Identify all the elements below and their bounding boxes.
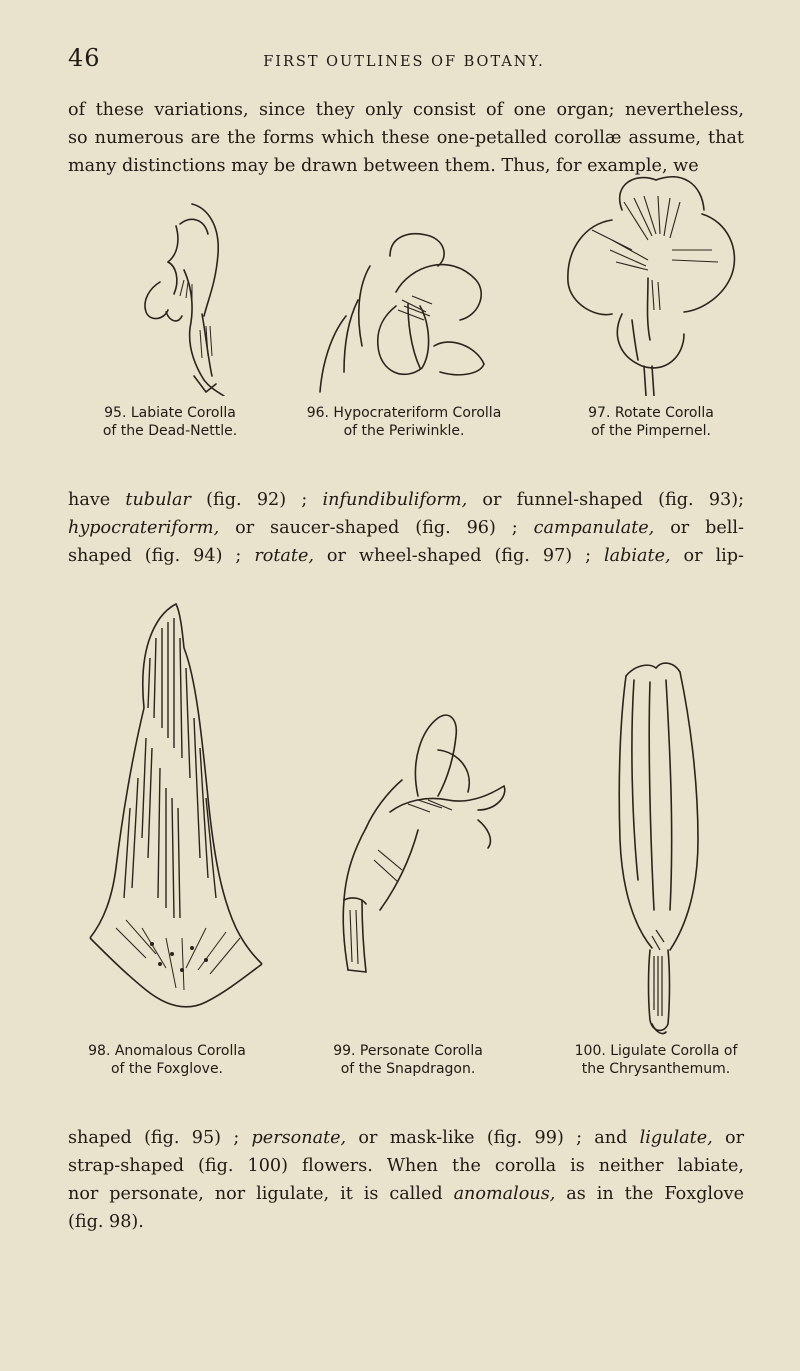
personate-corolla-illustration [318, 700, 528, 980]
text-line: so numerous are the forms which these one-petalled corollæ assume, that [68, 128, 744, 148]
figure-98-anomalous-corolla [86, 598, 264, 1018]
text-line: of these variations, since they only consist of one organ; nevertheless, [68, 100, 744, 120]
caption-line: of the Dead-Nettle. [102, 423, 238, 439]
text-line [68, 486, 744, 514]
text-span: or funnel-shaped (fig. 93); [467, 490, 745, 510]
text-span: have [68, 490, 126, 510]
text-span: or lip- [670, 546, 744, 566]
text-span: (fig. 92) ; [190, 490, 323, 510]
paragraph-2 [68, 486, 744, 570]
text-span: or [712, 1128, 744, 1148]
caption-line: 100. Ligulate Corolla of [574, 1043, 738, 1059]
text-span: nor personate, nor ligulate, it is called [68, 1184, 454, 1204]
text-line: many distinctions may be drawn between them. Thus, for example, we [68, 156, 699, 176]
caption-line: of the Pimpernel. [591, 423, 711, 439]
caption-figure-96 [284, 404, 524, 440]
caption-figure-97 [556, 404, 746, 440]
term-rotate: rotate, [254, 546, 314, 566]
term-campanulate: campanulate, [533, 518, 655, 538]
figure-99-personate-corolla [318, 700, 528, 980]
text-line [68, 1180, 744, 1208]
caption-figure-99 [300, 1042, 516, 1078]
text-line: (fig. 98). [68, 1212, 144, 1232]
anomalous-corolla-illustration [86, 598, 264, 1018]
term-anomalous: anomalous, [453, 1184, 556, 1204]
text-span: or bell- [654, 518, 745, 538]
text-span: shaped (fig. 94) ; [68, 546, 255, 566]
caption-line: 98. Anomalous Corolla [88, 1043, 246, 1059]
text-line [68, 514, 744, 542]
paragraph-1 [68, 96, 744, 180]
term-tubular: tubular [125, 490, 191, 510]
term-personate: personate, [251, 1128, 347, 1148]
caption-line: the Chrysanthemum. [581, 1061, 731, 1077]
running-title: FIRST OUTLINES OF BOTANY. [263, 54, 545, 70]
ligulate-corolla-illustration [604, 660, 714, 1040]
caption-figure-95 [70, 404, 270, 440]
figure-97-rotate-corolla [552, 170, 742, 396]
caption-figure-100 [556, 1042, 756, 1078]
term-labiate: labiate, [604, 546, 671, 566]
rotate-corolla-illustration [552, 170, 742, 396]
caption-line: of the Periwinkle. [343, 423, 465, 439]
caption-line: of the Foxglove. [110, 1061, 224, 1077]
paragraph-3 [68, 1124, 744, 1236]
text-span: as in the Foxglove [555, 1184, 744, 1204]
page-number: 46 [68, 44, 101, 72]
figure-95-labiate-corolla [120, 196, 250, 396]
caption-line: 95. Labiate Corolla [104, 405, 236, 421]
figure-100-ligulate-corolla [604, 660, 714, 1040]
term-infundibuliform: infundibuliform, [322, 490, 468, 510]
caption-line: of the Snapdragon. [340, 1061, 476, 1077]
hypocrateriform-corolla-illustration [300, 196, 510, 396]
labiate-corolla-illustration [120, 196, 250, 396]
page-header [68, 44, 740, 84]
caption-figure-98 [62, 1042, 272, 1078]
caption-line: 97. Rotate Corolla [588, 405, 714, 421]
term-ligulate: ligulate, [639, 1128, 713, 1148]
caption-line: 96. Hypocrateriform Corolla [306, 405, 502, 421]
text-line [68, 542, 744, 570]
text-span: or saucer-shaped (fig. 96) ; [219, 518, 534, 538]
text-span: or mask-like (fig. 99) ; and [346, 1128, 640, 1148]
caption-line: 99. Personate Corolla [333, 1043, 483, 1059]
figure-96-hypocrateriform-corolla [300, 196, 510, 396]
text-line: strap-shaped (fig. 100) flowers. When the corolla is neither labiate, [68, 1156, 744, 1176]
text-span: or wheel-shaped (fig. 97) ; [313, 546, 604, 566]
text-span: shaped (fig. 95) ; [68, 1128, 252, 1148]
text-line [68, 1124, 744, 1152]
term-hypocrateriform: hypocrateriform, [68, 518, 220, 538]
